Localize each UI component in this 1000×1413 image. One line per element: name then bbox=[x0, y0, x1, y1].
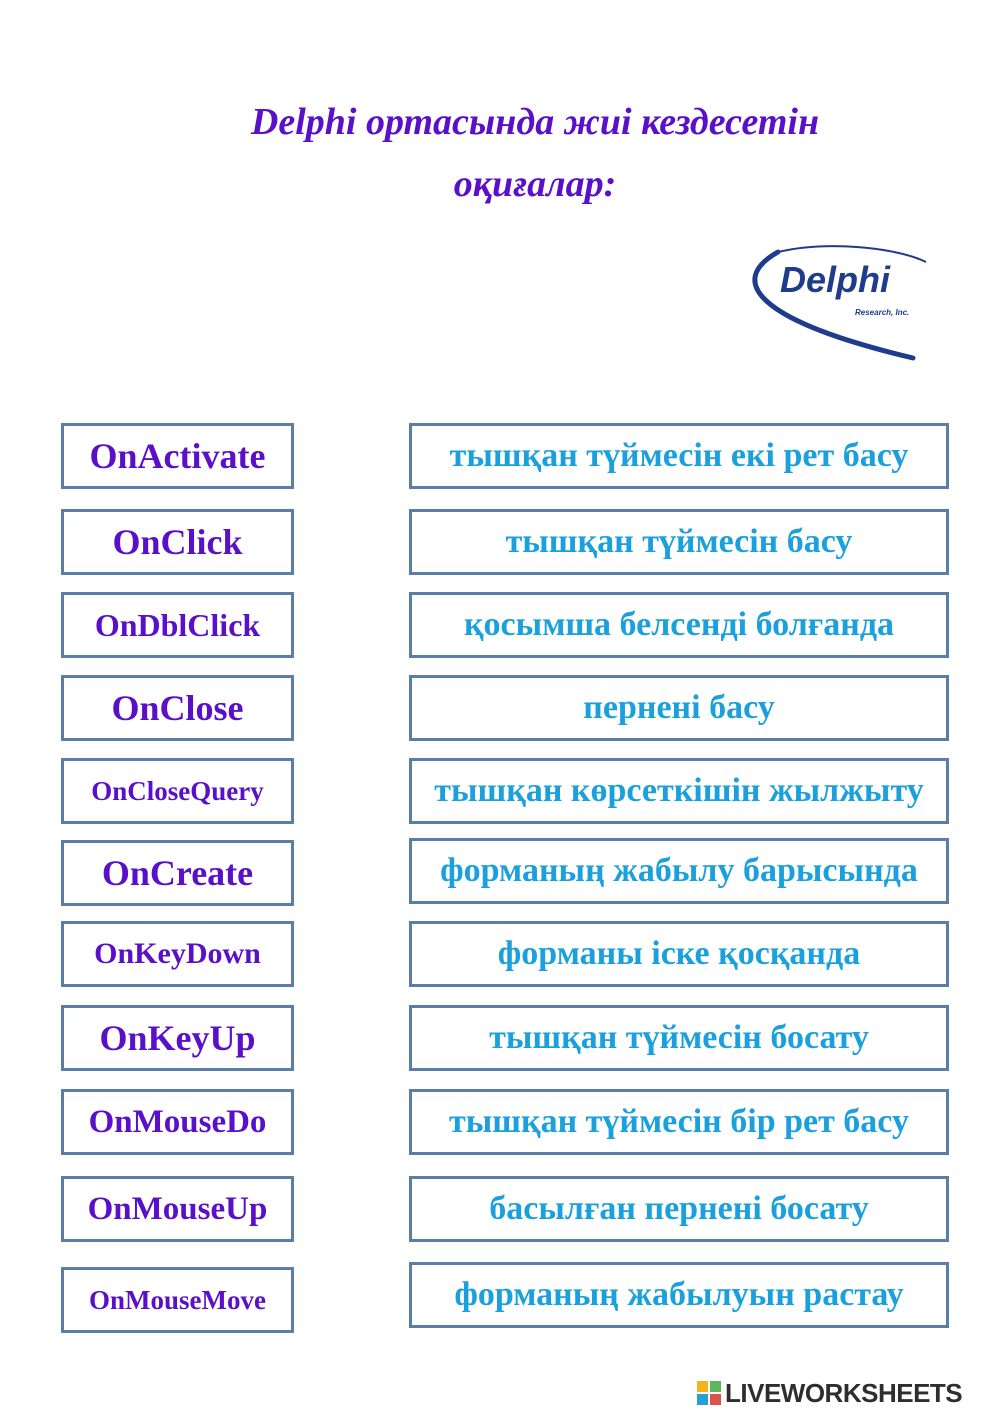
description-box-4[interactable]: пернені басу bbox=[409, 675, 949, 741]
logo-subtitle: Research, Inc. bbox=[855, 308, 910, 317]
event-box-onclose[interactable]: OnClose bbox=[61, 675, 294, 741]
delphi-logo bbox=[748, 240, 938, 365]
description-box-7[interactable]: форманы іске қосқанда bbox=[409, 921, 949, 987]
event-box-onclick[interactable]: OnClick bbox=[61, 509, 294, 575]
title-line-2: оқиғалар: bbox=[453, 163, 617, 205]
event-box-onmousemove[interactable]: OnMouseMove bbox=[61, 1267, 294, 1333]
description-box-9[interactable]: тышқан түймесін бір рет басу bbox=[409, 1089, 949, 1155]
event-box-onmouseup[interactable]: OnMouseUp bbox=[61, 1176, 294, 1242]
description-box-3[interactable]: қосымша белсенді болғанда bbox=[409, 592, 949, 658]
description-box-8[interactable]: тышқан түймесін босату bbox=[409, 1005, 949, 1071]
liveworksheets-brand bbox=[697, 1378, 962, 1408]
description-box-6[interactable]: форманың жабылу барысында bbox=[409, 838, 949, 904]
description-box-2[interactable]: тышқан түймесін басу bbox=[409, 509, 949, 575]
description-box-11[interactable]: форманың жабылуын растау bbox=[409, 1262, 949, 1328]
event-box-onactivate[interactable]: OnActivate bbox=[61, 423, 294, 489]
logo-text: Delphi bbox=[780, 259, 891, 300]
description-box-5[interactable]: тышқан көрсеткішін жылжыту bbox=[409, 758, 949, 824]
description-box-10[interactable]: басылған пернені босату bbox=[409, 1176, 949, 1242]
liveworksheets-icon bbox=[697, 1381, 721, 1405]
liveworksheets-text: LIVEWORKSHEETS bbox=[725, 1377, 963, 1408]
event-box-ondblclick[interactable]: OnDblClick bbox=[61, 592, 294, 658]
event-box-onkeydown[interactable]: OnKeyDown bbox=[61, 921, 294, 987]
event-box-onkeyup[interactable]: OnKeyUp bbox=[61, 1005, 294, 1071]
description-box-1[interactable]: тышқан түймесін екі рет басу bbox=[409, 423, 949, 489]
event-box-oncreate[interactable]: OnCreate bbox=[61, 840, 294, 906]
title-line-1: Delphi ортасында жиі кездесетін bbox=[250, 101, 820, 143]
event-box-onmousedo[interactable]: OnMouseDo bbox=[61, 1089, 294, 1155]
event-box-oncloseequery[interactable]: OnCloseQuery bbox=[61, 758, 294, 824]
